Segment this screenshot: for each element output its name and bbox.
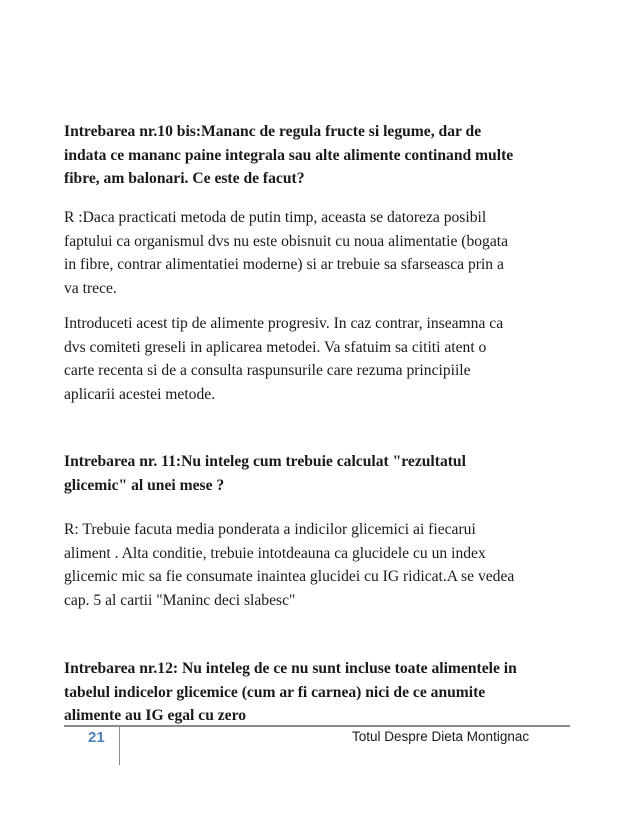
text-line: in fibre, contrar alimentatiei moderne) si ar trebuie sa sfarseasca prin a	[64, 256, 504, 274]
text-line: Intrebarea nr. 11:Nu inteleg cum trebuie calculat "rezultatul	[64, 453, 466, 470]
text-line: cap. 5 al cartii "Maninc deci slabesc"	[64, 591, 296, 609]
question-12	[64, 657, 576, 728]
page-number: 21	[88, 729, 105, 746]
text-line: carte recenta si de a consulta raspunsurile care rezuma principiile	[64, 362, 471, 380]
text-line: fibre, am balonari. Ce este de facut?	[64, 170, 305, 188]
text-line: aliment . Alta conditie, trebuie intotdeauna ca glucidele cu un index	[64, 544, 486, 562]
question-10	[64, 120, 576, 191]
text-line: va trece.	[64, 279, 117, 297]
answer-10-paragraph-2	[64, 312, 576, 406]
text-line: tabelul indicelor glicemice (cum ar fi carnea) nici de ce anumite	[64, 683, 486, 701]
text-line: glicemic mic sa fie consumate inaintea glucidei cu IG ridicat.A se vedea	[64, 568, 515, 586]
text-line: R: Trebuie facuta media ponderata a indicilor glicemici ai fiecarui	[64, 521, 476, 538]
text-line: dvs comiteti greseli in aplicarea metodei. Va sfatuim sa cititi atent o	[64, 338, 487, 356]
text-line: aplicarii acestei metode.	[64, 385, 216, 403]
answer-10-paragraph-1	[64, 206, 576, 300]
question-11	[64, 450, 576, 497]
answer-11	[64, 518, 576, 612]
text-line: R :Daca practicati metoda de putin timp, aceasta se datoreza posibil	[64, 209, 487, 226]
text-line: Intrebarea nr.10 bis:Mananc de regula fructe si legume, dar de	[64, 123, 482, 140]
footer-title: Totul Despre Dieta Montignac	[352, 729, 530, 744]
text-line: Intrebarea nr.12: Nu inteleg de ce nu sunt incluse toate alimentele in	[64, 660, 517, 677]
text-line: faptului ca organismul dvs nu este obisnuit cu noua alimentatie (bogata	[64, 232, 509, 250]
footer-vertical-divider	[119, 725, 120, 765]
footer-divider	[64, 725, 570, 727]
text-line: Introduceti acest tip de alimente progresiv. In caz contrar, inseamna ca	[64, 315, 504, 332]
text-line: glicemic" al unei mese ?	[64, 476, 225, 494]
text-line: alimente au IG egal cu zero	[64, 707, 247, 725]
text-line: indata ce mananc paine integrala sau alte alimente continand multe	[64, 146, 514, 164]
